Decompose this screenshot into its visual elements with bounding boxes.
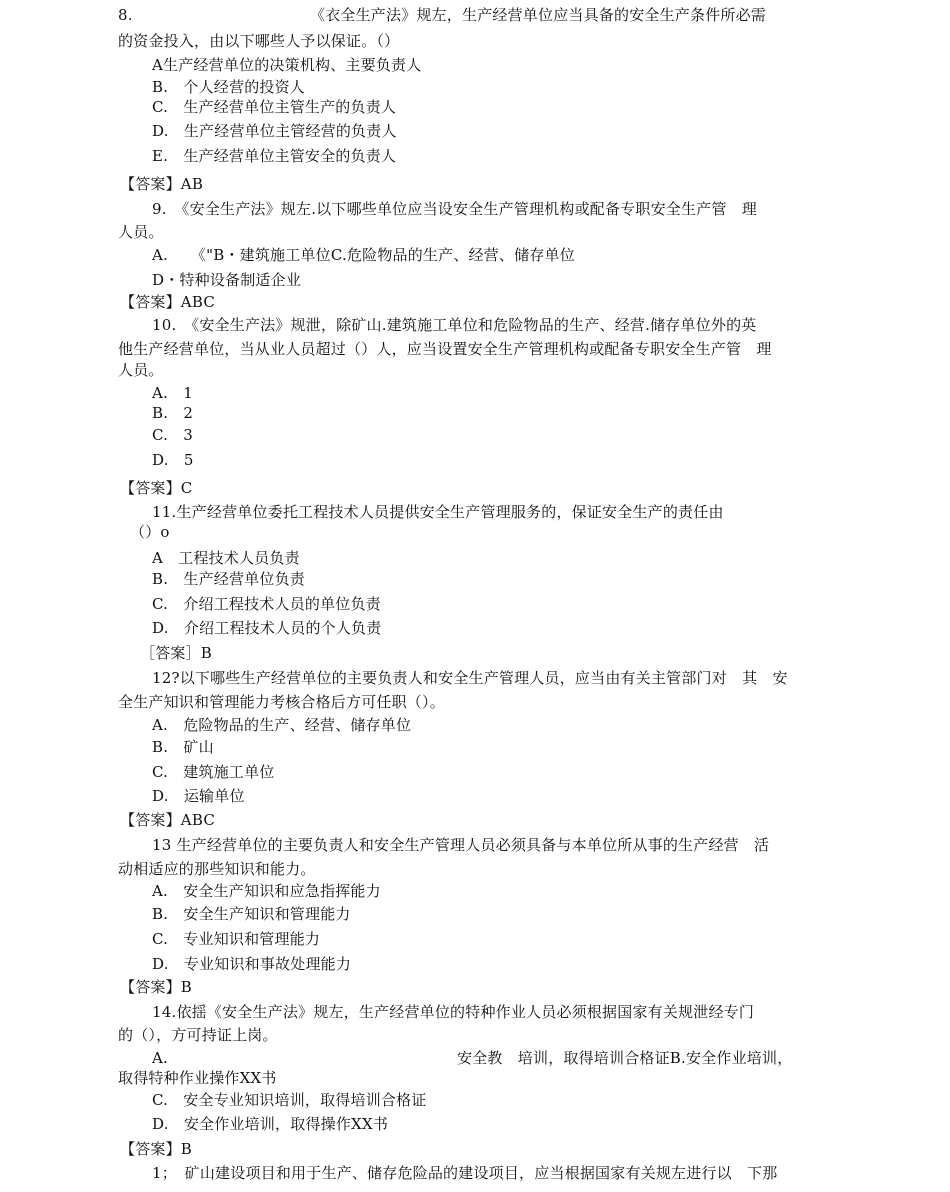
q10-line3: 人员。 bbox=[118, 361, 164, 379]
q8-option-c: C. 生产经营单位主管生产的负责人 bbox=[152, 98, 397, 116]
q8-option-e: E. 生产经营单位主管安全的负责人 bbox=[152, 147, 397, 165]
q8-answer: 【答案】AB bbox=[120, 175, 204, 193]
q13-option-c: C. 专业知识和管理能力 bbox=[152, 930, 321, 948]
q9-line2: 人员。 bbox=[118, 223, 164, 241]
q12-line1: 12?以下哪些生产经营单位的主要负责人和安全生产管理人员，应当由有关主管部门对 其 安 bbox=[152, 669, 788, 687]
q14-option-b-cont: 取得特种作业操作XX书 bbox=[118, 1069, 277, 1087]
q10-line1: 10. 《安全生产法》规泄，除矿山.建筑施工单位和危险物品的生产、经营.储存单位外的英 bbox=[152, 316, 757, 334]
q11-line1: 11.生产经营单位委托工程技术人员提供安全生产管理服务的，保证安全生产的责任由 bbox=[152, 503, 724, 521]
q9-option-d: D・特种设备制适企业 bbox=[152, 271, 302, 289]
q9-answer: 【答案】ABC bbox=[120, 293, 216, 311]
q12-answer: 【答案】ABC bbox=[120, 811, 216, 829]
q13-answer: 【答案】B bbox=[120, 978, 193, 996]
q10-answer: 【答案】C bbox=[120, 479, 193, 497]
q11-option-b: B. 生产经营单位负责 bbox=[152, 570, 305, 588]
q13-line1: 13 生产经营单位的主要负责人和安全生产管理人员必须具备与本单位所从事的生产经营 活 bbox=[152, 836, 770, 854]
q11-line2: （）o bbox=[130, 523, 170, 541]
q8-option-a: A生产经营单位的决策机构、主要负责人 bbox=[152, 56, 422, 74]
q11-option-d: D. 介绍工程技术人员的个人负责 bbox=[152, 619, 382, 637]
q10-option-a: A. 1 bbox=[152, 384, 193, 402]
q10-option-c: C. 3 bbox=[152, 426, 194, 444]
q14-line2: 的（），方可持证上岗。 bbox=[118, 1026, 278, 1044]
q14-option-c: C. 安全专业知识培训，取得培训合格证 bbox=[152, 1091, 427, 1109]
q15-line1: 1； 矿山建设项目和用于生产、储存危险品的建设项目，应当根据国家有关规左进行以 下那 bbox=[152, 1164, 778, 1182]
q14-option-ab: 安全教 培训，取得培训合格证B.安全作业培训， bbox=[457, 1049, 793, 1067]
q14-line1: 14.依揺《安全生产法》规左，生产经营单位的特种作业人员必须根据国家有关规泄经专门 bbox=[152, 1003, 755, 1021]
q12-line2: 全生产知识和管理能力考核合格后方可任职（）。 bbox=[118, 693, 445, 711]
q14-option-a-label: A. bbox=[152, 1049, 169, 1067]
q14-answer: 【答案】B bbox=[120, 1140, 193, 1158]
q13-option-b: B. 安全生产知识和管理能力 bbox=[152, 905, 351, 923]
q12-option-b: B. 矿山 bbox=[152, 738, 214, 756]
q9-line1: 9. 《安全生产法》规左.以下哪些单位应当设安全生产管理机构或配备专职安全生产管 理 bbox=[152, 200, 757, 218]
q11-option-c: C. 介绍工程技术人员的单位负责 bbox=[152, 595, 381, 613]
q10-line2: 他生产经营单位，当从业人员超过（）人，应当设置安全生产管理机构或配备专职安全生产管 理 bbox=[118, 340, 772, 358]
q13-option-d: D. 专业知识和事故处理能力 bbox=[152, 955, 352, 973]
q10-option-b: B. 2 bbox=[152, 404, 194, 422]
q12-option-a: A. 危险物品的生产、经营、储存单位 bbox=[152, 716, 412, 734]
q11-option-a: A 工程技术人员负责 bbox=[152, 549, 300, 567]
q11-answer: ［答案］B bbox=[140, 644, 213, 662]
q8-line2: 的资金投入，由以下哪些人予以保证。（） bbox=[118, 32, 400, 50]
q10-option-d: D. 5 bbox=[152, 451, 194, 469]
q9-options-abc: A. 《"B・建筑施工单位C.危险物品的生产、经营、储存单位 bbox=[152, 246, 575, 264]
q8-number: 8. bbox=[118, 6, 133, 24]
q8-line1: 《衣全生产法》规左，生产经营单位应当具备的安全生产条件所必需 bbox=[310, 6, 767, 24]
q12-option-d: D. 运输单位 bbox=[152, 787, 245, 805]
q12-option-c: C. 建筑施工单位 bbox=[152, 763, 275, 781]
q8-option-b: B. 个人经营的投资人 bbox=[152, 78, 305, 96]
q14-option-d: D. 安全作业培训，取得操作XX书 bbox=[152, 1115, 389, 1133]
q13-option-a: A. 安全生产知识和应急指挥能力 bbox=[152, 882, 381, 900]
q8-option-d: D. 生产经营单位主管经营的负责人 bbox=[152, 122, 397, 140]
q13-line2: 动相适应的那些知识和能力。 bbox=[118, 860, 316, 878]
